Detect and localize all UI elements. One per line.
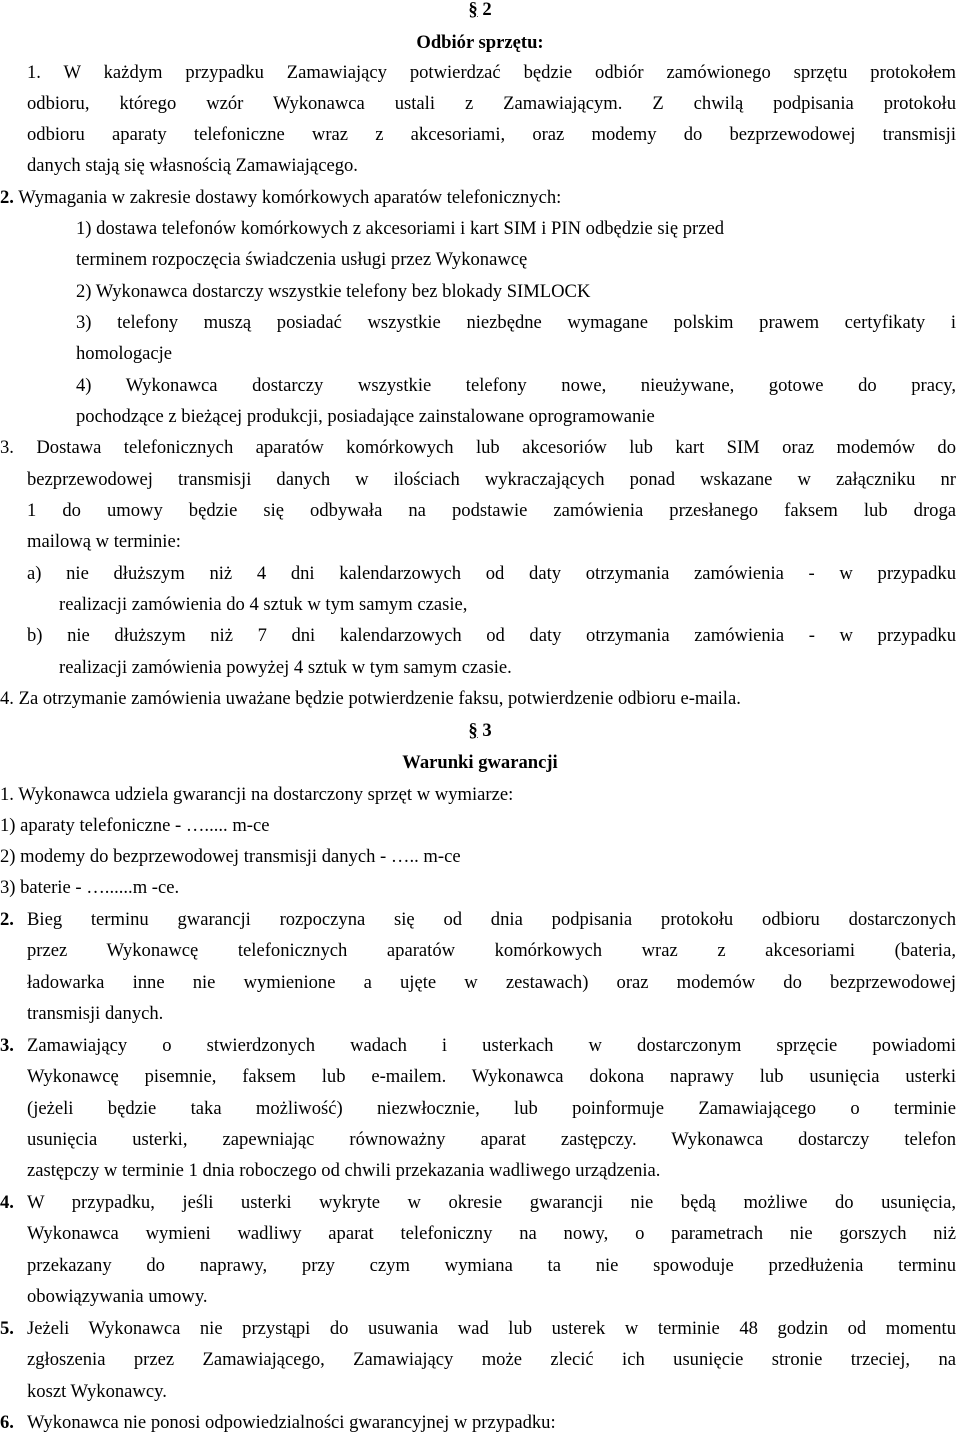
s2-p1-line3: odbioru aparaty telefoniczne wraz z akcesoriami, oraz modemy do bezprzewodowej transmisji [27,124,956,145]
paragraph-text: Wymagania w zakresie dostawy komórkowych aparatów telefonicznych: [18,187,562,208]
s3-p6-number: 6. [0,1412,14,1433]
s2-p1-line2: odbioru, którego wzór Wykonawca ustali z Zamawiającym. Z chwilą podpisania protokołu [27,93,956,114]
s3-p3-line4: usunięcia usterki, zapewniając równoważny aparat zastępczy. Wykonawca dostarczy telefon [27,1129,956,1150]
s3-p3-number: 3. [0,1035,14,1056]
s2-p2-item1b: terminem rozpoczęcia świadczenia usługi przez Wykonawcę [76,249,528,270]
s3-p3-line3: (jeżeli będzie taka możliwość) niezwłocznie, lub poinformuje Zamawiającego o terminie [27,1098,956,1119]
s3-p2-line4: transmisji danych. [27,1003,164,1024]
section-3-title: Warunki gwarancji [402,752,558,773]
paragraph-number: 2. [0,187,14,208]
section-2-title: Odbiór sprzętu: [416,32,544,53]
s2-p3-line1: 3. Dostawa telefonicznych aparatów komórkowych lub akcesoriów lub kart SIM oraz modemów do [0,437,956,458]
s2-p2-intro [0,182,561,213]
s2-p2-item3a: 3) telefony muszą posiadać wszystkie niezbędne wymagane polskim prawem certyfikaty i [76,312,956,333]
s3-p5-line3: koszt Wykonawcy. [27,1381,167,1402]
s2-p1-line1: 1. W każdym przypadku Zamawiający potwierdzać będzie odbiór zamówionego sprzętu protokołem [27,62,956,83]
s2-p1-line4: danych stają się własnością Zamawiającego. [27,155,358,176]
s2-p3-line2: bezprzewodowej transmisji danych w ilościach wykraczających ponad wskazane w załączniku nr [27,469,956,490]
s3-p3-line5: zastępczy w terminie 1 dnia roboczego od chwili przekazania wadliwego urządzenia. [27,1160,661,1181]
s2-p3-item-a1: a) nie dłuższym niż 4 dni kalendarzowych od daty otrzymania zamówienia - w przypadku [27,563,956,584]
s2-p3-item-b1: b) nie dłuższym niż 7 dni kalendarzowych od daty otrzymania zamówienia - w przypadku [27,625,956,646]
s2-p3-line4: mailową w terminie: [27,531,181,552]
s3-p4-line1: W przypadku, jeśli usterki wykryte w okresie gwarancji nie będą możliwe do usunięcia, [27,1192,956,1213]
section-3-heading [0,715,960,746]
s3-p4-number: 4. [0,1192,14,1213]
s3-p2-line2: przez Wykonawcę telefonicznych aparatów komórkowych wraz z akcesoriami (bateria, [27,940,956,961]
s2-p2-item3b: homologacje [76,343,173,364]
s3-p1-item2: 2) modemy do bezprzewodowej transmisji danych - ….. m-ce [0,846,461,867]
s3-p5-line2: zgłoszenia przez Zamawiającego, Zamawiający może zlecić ich usunięcie stronie trzeciej, na [27,1349,956,1370]
s3-p1-item3: 3) baterie - …......m -ce. [0,877,180,898]
s3-p4-line3: przekazany do naprawy, przy czym wymiana ta nie spowoduje przedłużenia terminu [27,1255,956,1276]
section-2-heading [0,0,960,25]
s3-p3-line1: Zamawiający o stwierdzonych wadach i usterkach w dostarczonym sprzęcie powiadomi [27,1035,956,1056]
s2-p3-line3: 1 do umowy będzie się odbywała na podstawie zamówienia przesłanego faksem lub droga [27,500,956,521]
s3-p2-number: 2. [0,909,14,930]
s2-p2-item1a: 1) dostawa telefonów komórkowych z akcesoriami i kart SIM i PIN odbędzie się przed [76,218,725,239]
s3-p4-line4: obowiązywania umowy. [27,1286,208,1307]
s3-p5-line1: Jeżeli Wykonawca nie przystąpi do usuwania wad lub usterek w terminie 48 godzin od momentu [27,1318,956,1339]
s3-p5-number: 5. [0,1318,14,1339]
s2-p4: 4. Za otrzymanie zamówienia uważane będzie potwierdzenie faksu, potwierdzenie odbioru e-maila. [0,688,741,709]
section-number: 3 [482,720,492,741]
s3-p3-line2: Wykonawcę pisemnie, faksem lub e-mailem. Wykonawca dokona naprawy lub usunięcia usterki [27,1066,956,1087]
s2-p3-item-a2: realizacji zamówienia do 4 sztuk w tym samym czasie, [59,594,468,615]
s2-p2-item4a: 4) Wykonawca dostarczy wszystkie telefony nowe, nieużywane, gotowe do pracy, [76,375,956,396]
s3-p2-line1: Bieg terminu gwarancji rozpoczyna się od dnia podpisania protokołu odbioru dostarczonych [27,909,956,930]
s3-p2-line3: ładowarka inne nie wymienione a ujęte w zestawach) oraz modemów do bezprzewodowej [27,972,956,993]
s3-p4-line2: Wykonawca wymieni wadliwy aparat telefoniczny na nowy, o parametrach nie gorszych niż [27,1223,956,1244]
section-sign: § [468,0,478,20]
s3-p1-item1: 1) aparaty telefoniczne - …..... m-ce [0,815,270,836]
s3-p6-line1: Wykonawca nie ponosi odpowiedzialności gwarancyjnej w przypadku: [27,1412,556,1433]
s3-p1-line1: 1. Wykonawca udziela gwarancji na dostarczony sprzęt w wymiarze: [0,784,514,805]
s2-p2-item2: 2) Wykonawca dostarczy wszystkie telefony bez blokady SIMLOCK [76,281,591,302]
section-sign: § [468,720,478,741]
s2-p2-item4b: pochodzące z bieżącej produkcji, posiadające zainstalowane oprogramowanie [76,406,655,427]
s2-p3-item-b2: realizacji zamówienia powyżej 4 sztuk w tym samym czasie. [59,657,512,678]
section-number: 2 [482,0,492,20]
